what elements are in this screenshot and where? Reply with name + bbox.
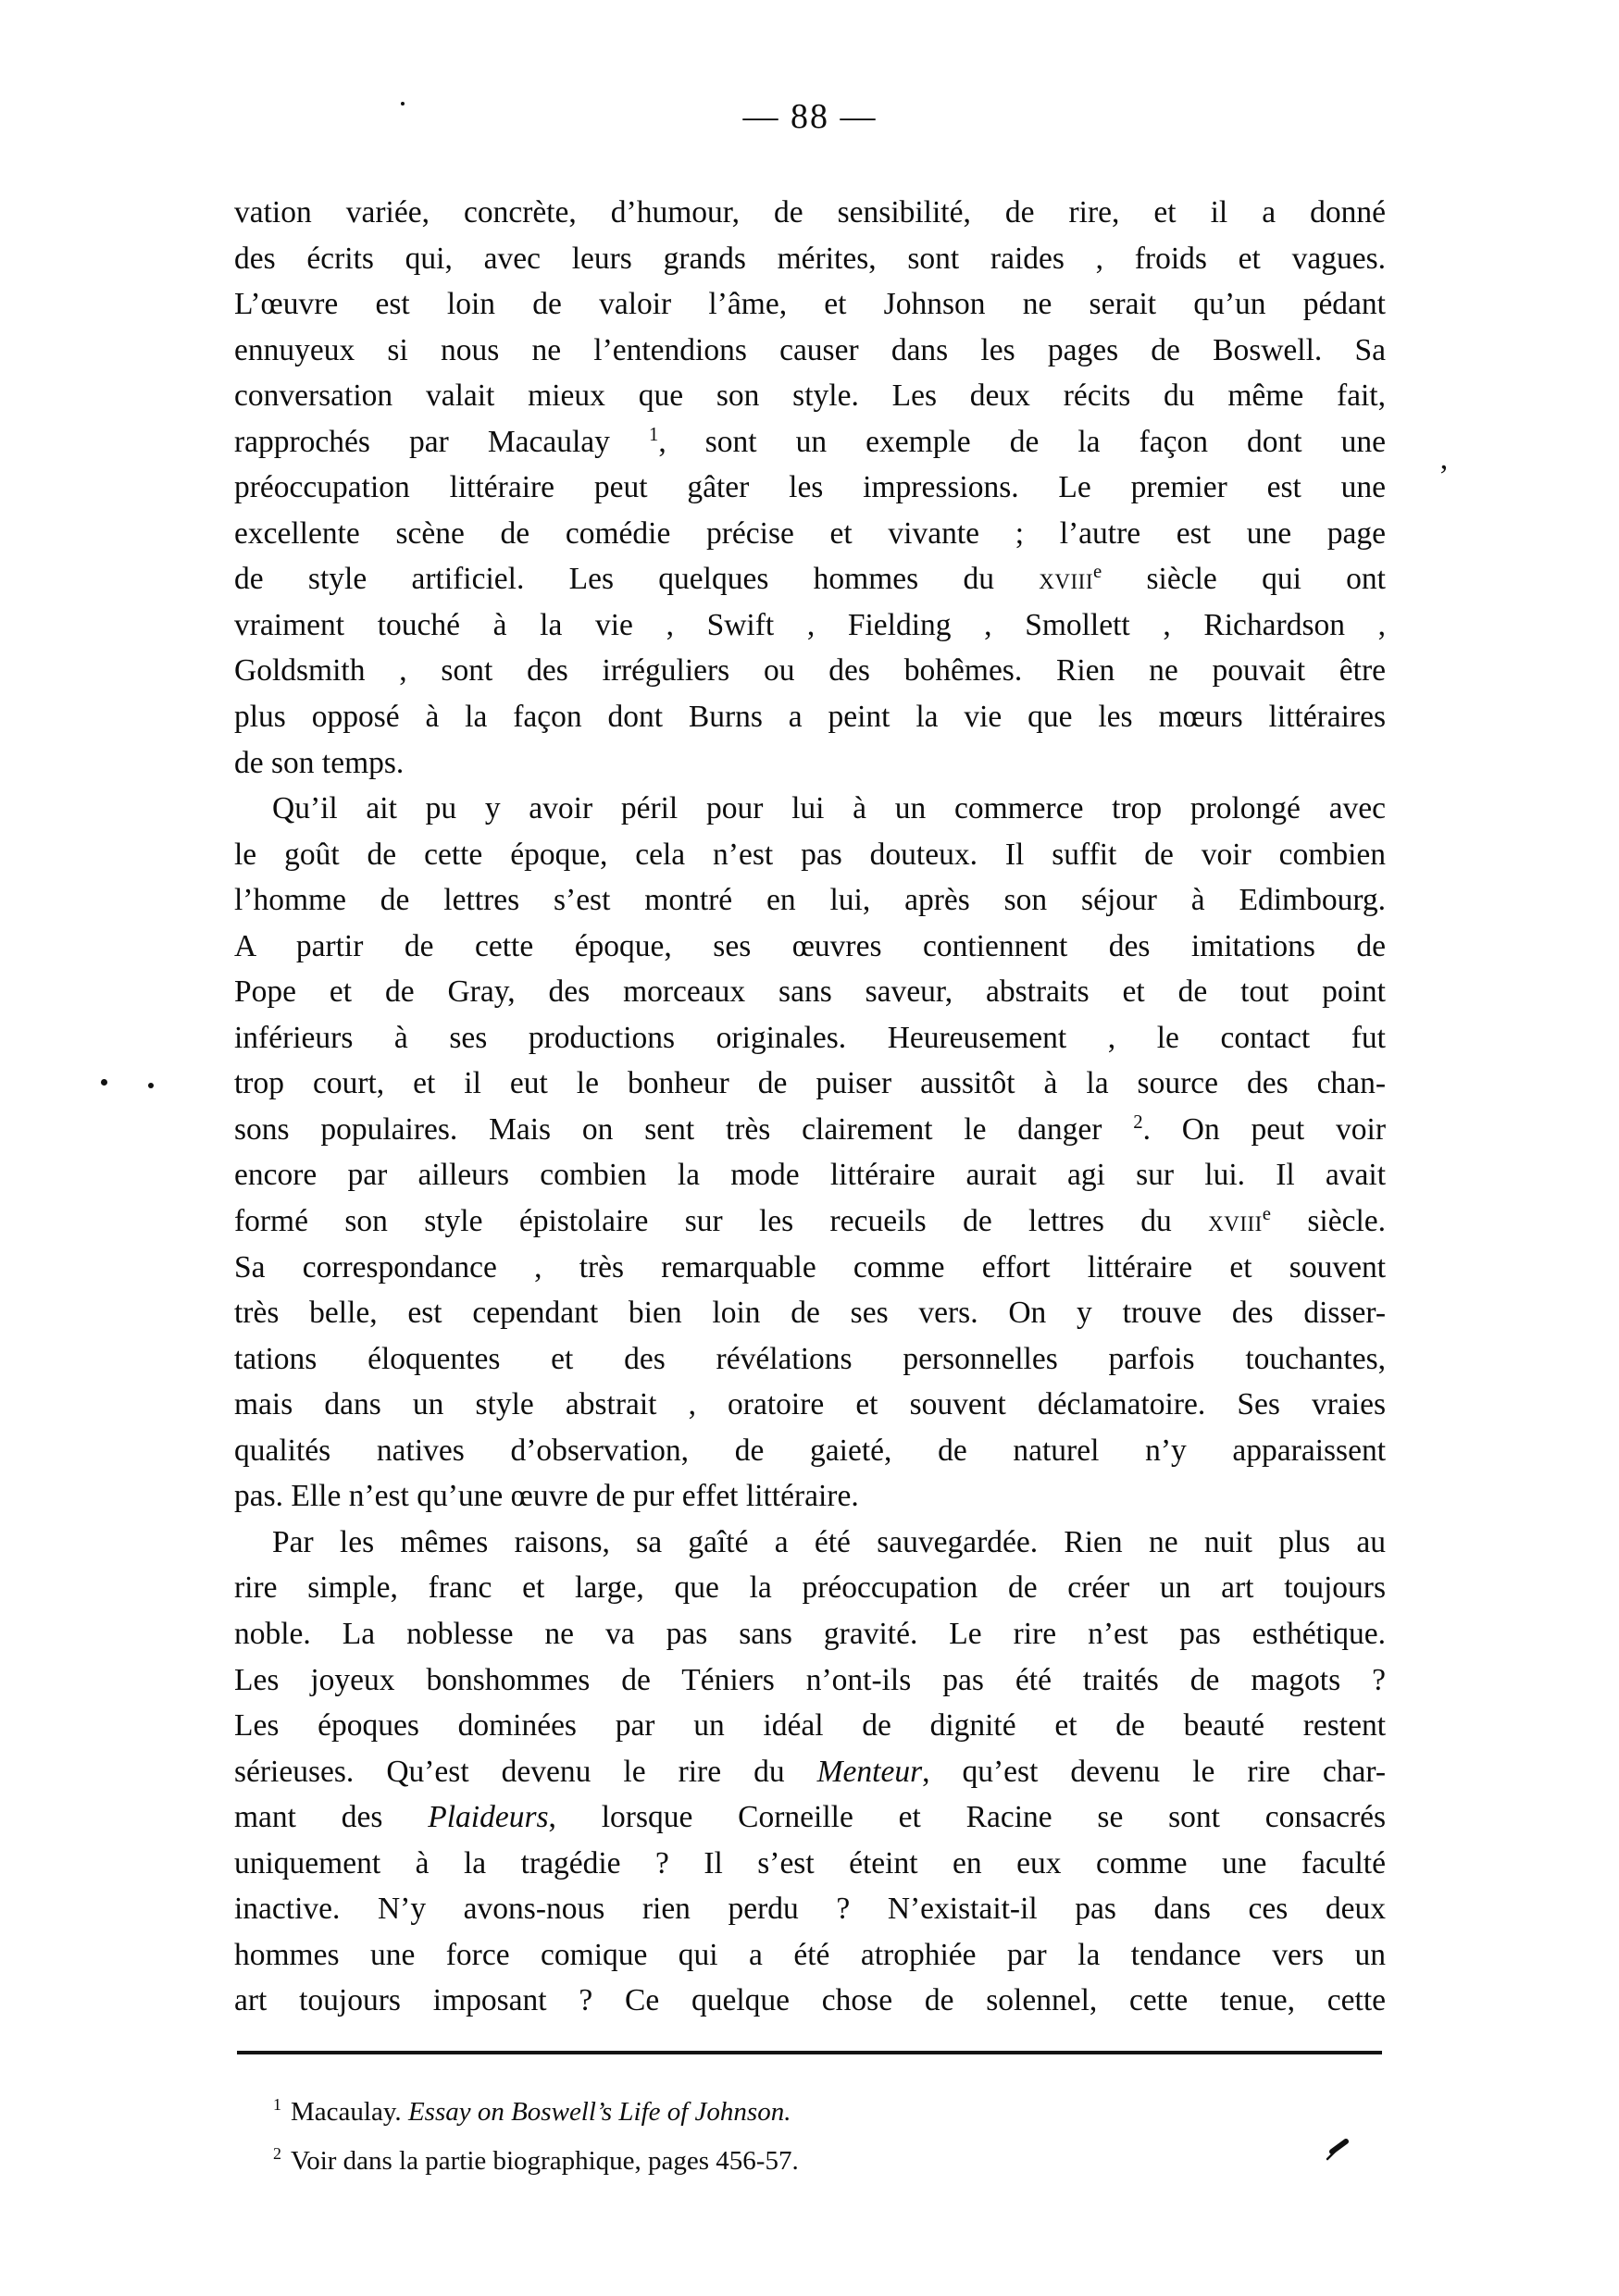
text-line: l’homme de lettres s’est montré en lui, après son séjour à Edimbourg. xyxy=(234,883,1386,918)
text-line: Sa correspondance , très remarquable comme effort littéraire et souvent xyxy=(234,1249,1386,1285)
text-line: trop court, et il eut le bonheur de puiser aussitôt à la source des chan- xyxy=(234,1066,1386,1101)
text-line: noble. La noblesse ne va pas sans gravité. Le rire n’est pas esthétique. xyxy=(234,1616,1386,1651)
footnote-marker: 2 xyxy=(273,2144,281,2164)
text-line: mais dans un style abstrait , oratoire et souvent déclamatoire. Ses vraies xyxy=(234,1387,1386,1422)
text-line: très belle, est cependant bien loin de ses vers. On y trouve des disser- xyxy=(234,1296,1386,1331)
text-line: Par les mêmes raisons, sa gaîté a été sauvegardée. Rien ne nuit plus au xyxy=(272,1524,1386,1559)
text-line: conversation valait mieux que son style. Les deux récits du même fait, xyxy=(234,379,1386,414)
text-line: vraiment touché à la vie , Swift , Fielding , Smollett , Richardson , xyxy=(234,607,1386,642)
text-line: plus opposé à la façon dont Burns a peint la vie que les mœurs littéraires xyxy=(234,700,1386,735)
text-line: A partir de cette époque, ses œuvres contiennent des imitations de xyxy=(234,928,1386,963)
text-line: de style artificiel. Les quelques hommes du xviii$^e$ siècle qui ont xyxy=(234,561,1386,597)
text-line: inactive. N’y avons-nous rien perdu ? N’existait-il pas dans ces deux xyxy=(234,1892,1386,1927)
text-line: L’œuvre est loin de valoir l’âme, et Johnson ne serait qu’un pédant xyxy=(234,287,1386,322)
text-line: encore par ailleurs combien la mode littéraire aurait agi sur lui. Il avait xyxy=(234,1158,1386,1193)
ink-speck: ’ xyxy=(1438,459,1450,493)
text-line: Les époques dominées par un idéal de dignité et de beauté restent xyxy=(234,1708,1386,1744)
text-line: pas. Elle n’est qu’une œuvre de pur effet littéraire. xyxy=(234,1479,859,1514)
text-line: rapprochés par Macaulay $^1$, sont un exemple de la façon dont une xyxy=(234,423,1386,459)
text-line: rire simple, franc et large, que la préoccupation de créer un art toujours xyxy=(234,1570,1386,1606)
page-number: — 88 — xyxy=(742,97,878,136)
text-line: inférieurs à ses productions originales. Heureusement , le contact fut xyxy=(234,1020,1386,1055)
text-line: le goût de cette époque, cela n’est pas douteux. Il suffit de voir combien xyxy=(234,837,1386,872)
text-line: sérieuses. Qu’est devenu le rire du Menteur, qu’est devenu le rire char- xyxy=(234,1754,1386,1789)
text-line: tations éloquentes et des révélations personnelles parfois touchantes, xyxy=(234,1341,1386,1376)
footnotes xyxy=(234,2088,1386,2186)
footnote: $^2$ Voir dans la partie biographique, pages 456-57. xyxy=(273,2144,799,2176)
text-line: préoccupation littéraire peut gâter les impressions. Le premier est une xyxy=(234,470,1386,505)
ink-speck xyxy=(148,1083,154,1088)
footnote: $^1$ Macaulay. Essay on Boswell’s Life of Johnson. xyxy=(273,2095,791,2127)
text-line: sons populaires. Mais on sent très clairement le danger $^2$. On peut voir xyxy=(234,1111,1386,1147)
pen-mark xyxy=(1326,2136,1350,2166)
body-text xyxy=(234,190,1386,2024)
footnote-marker: 1 xyxy=(273,2095,281,2115)
text-line: art toujours imposant ? Ce quelque chose de solennel, cette tenue, cette xyxy=(234,1983,1386,2018)
ink-speck xyxy=(101,1079,107,1086)
text-line: Qu’il ait pu y avoir péril pour lui à un commerce trop prolongé avec xyxy=(272,791,1386,826)
text-line: Pope et de Gray, des morceaux sans saveur, abstraits et de tout point xyxy=(234,974,1386,1010)
text-line: de son temps. xyxy=(234,745,405,780)
text-line: excellente scène de comédie précise et vivante ; l’autre est une page xyxy=(234,515,1386,551)
text-line: ennuyeux si nous ne l’entendions causer dans les pages de Boswell. Sa xyxy=(234,332,1386,367)
ink-speck xyxy=(401,102,405,105)
text-line: formé son style épistolaire sur les recueils de lettres du xviii$^e$ siècle. xyxy=(234,1202,1386,1239)
footnote-divider xyxy=(237,2051,1382,2054)
text-line: vation variée, concrète, d’humour, de sensibilité, de rire, et il a donné xyxy=(234,195,1386,230)
text-line: hommes une force comique qui a été atrophiée par la tendance vers un xyxy=(234,1937,1386,1972)
text-line: Les joyeux bonshommes de Téniers n’ont-ils pas été traités de magots ? xyxy=(234,1662,1386,1697)
text-line: des écrits qui, avec leurs grands mérites, sont raides , froids et vagues. xyxy=(234,241,1386,276)
text-line: qualités natives d’observation, de gaieté, de naturel n’y apparaissent xyxy=(234,1433,1386,1468)
text-line: uniquement à la tragédie ? Il s’est éteint en eux comme une faculté xyxy=(234,1845,1386,1880)
text-line: mant des Plaideurs, lorsque Corneille et Racine se sont consacrés xyxy=(234,1800,1387,1835)
text-line: Goldsmith , sont des irréguliers ou des bohêmes. Rien ne pouvait être xyxy=(234,653,1386,689)
